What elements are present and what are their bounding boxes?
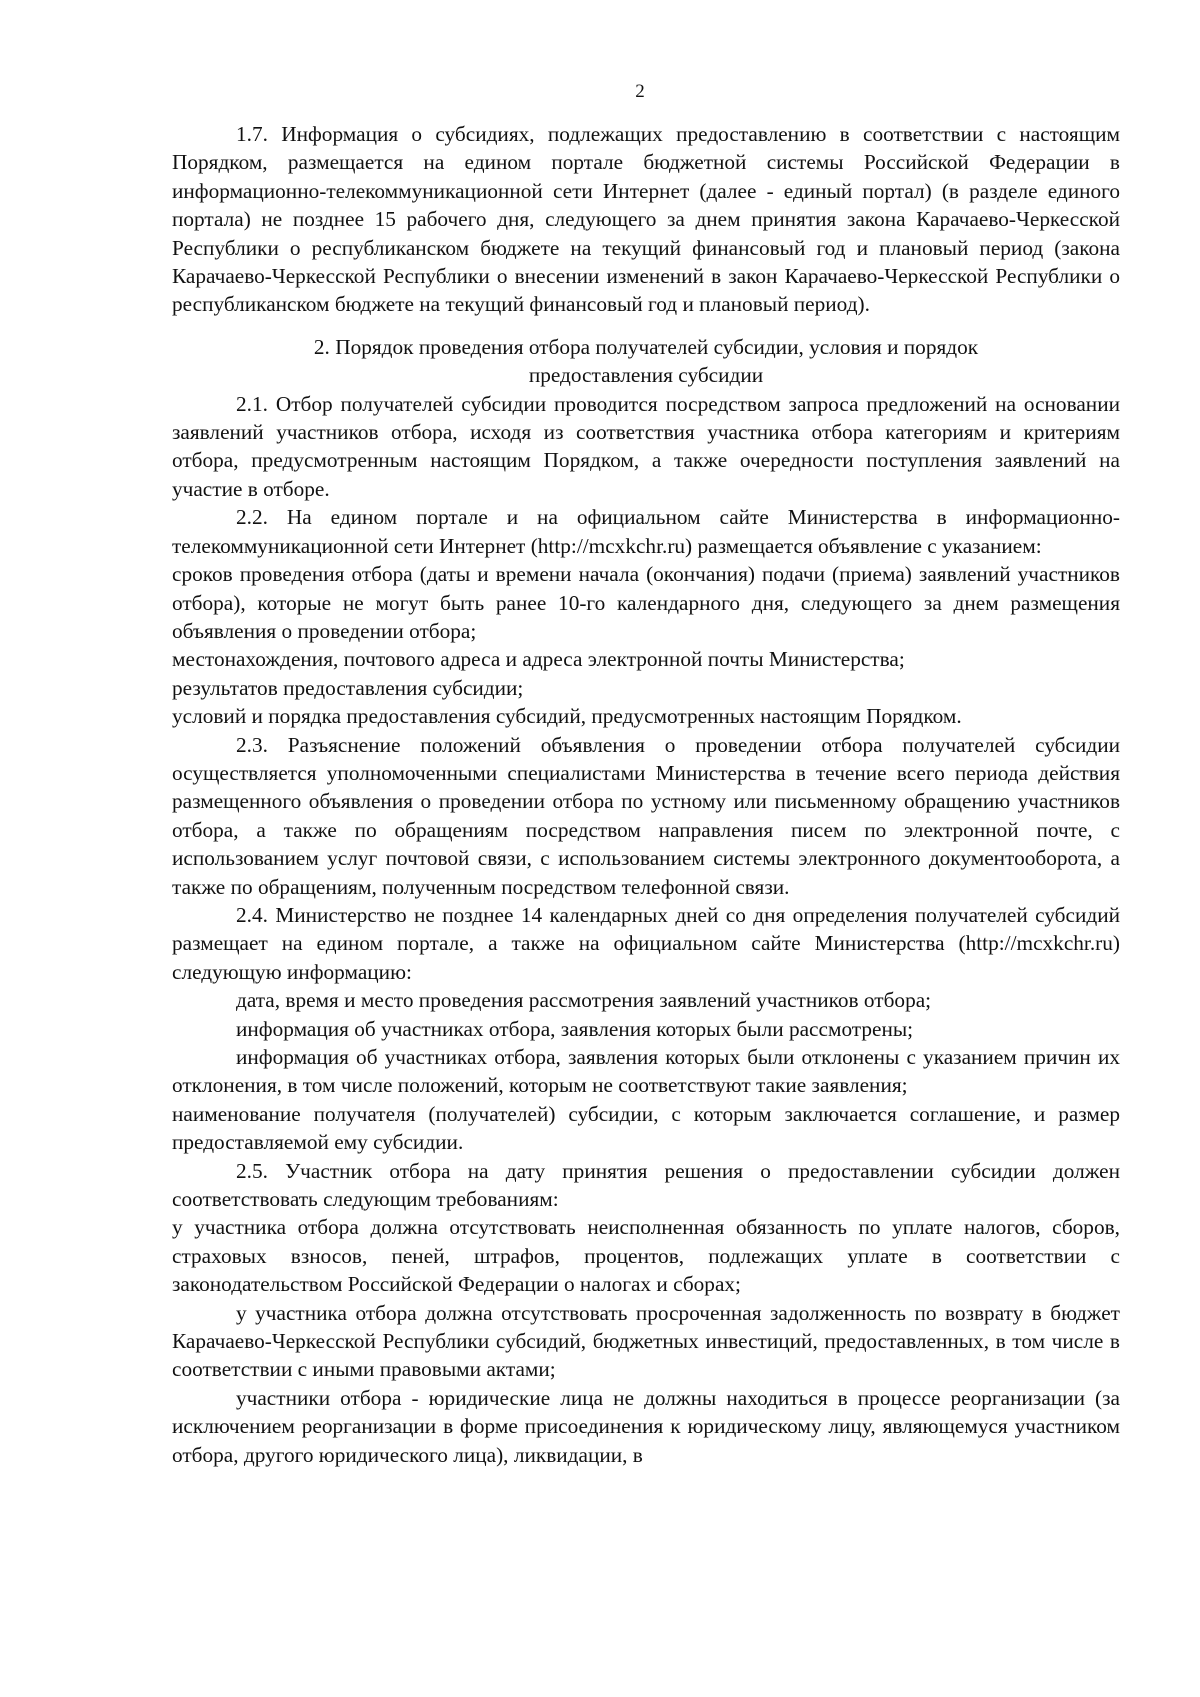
section-1-tail [172, 120, 1120, 319]
paragraph: 2.1. Отбор получателей субсидии проводится посредством запроса предложений на основании заявлений участников отбора, исходя из соответствия участника отбора категориям и критериям отбора, предусмотренным настоящим Порядком, а также очередности поступления заявлений на участие в отборе. [172, 391, 1120, 501]
paragraph: информация об участниках отбора, заявления которых были отклонены с указанием причин их отклонения, в том числе положений, которым не соответствуют такие заявления; [172, 1045, 1120, 1098]
paragraph: 2.5. Участник отбора на дату принятия решения о предоставлении субсидии должен соответствовать следующим требованиям: [172, 1158, 1120, 1212]
paragraph: 2.4. Министерство не позднее 14 календарных дней со дня определения получателей субсидий размещает на едином портале, а также на официальном сайте Министерства (http://mcxkchr.ru) следующую информацию: [172, 902, 1120, 984]
paragraph: у участника отбора должна отсутствовать просроченная задолженность по возврату в бюджет Карачаево-Черкесской Республики субсидий, бюджетных инвестиций, предоставленных, в том числе в соответствии с иными правовыми актами; [172, 1300, 1120, 1382]
section-heading-line-1: 2. Порядок проведения отбора получателей субсидии, условия и порядок [313, 334, 979, 359]
paragraph: результатов предоставления субсидии; [172, 675, 524, 700]
paragraph: местонахождения, почтового адреса и адреса электронной почты Министерства; [172, 647, 905, 672]
paragraph: условий и порядка предоставления субсидий, предусмотренных настоящим Порядком. [172, 704, 962, 729]
paragraph: 2.3. Разъяснение положений объявления о проведении отбора получателей субсидии осуществляется уполномоченными специалистами Министерства в течение всего периода действия размещенного объявления о проведении отбора по устному или письменному обращению участников отбора, а также по обращениям посредством направления писем по электронной почте, с использованием услуг почтовой связи, с использованием системы электронного документооборота, а также по обращениям, полученным посредством телефонной связи. [172, 732, 1120, 899]
paragraph: наименование получателя (получателей) субсидии, с которым заключается соглашение, и размер предоставляемой ему субсидии. [172, 1101, 1120, 1155]
paragraph: участники отбора - юридические лица не должны находиться в процессе реорганизации (за исключением реорганизации в форме присоединения к юридическому лицу, являющемуся участником отбора, другого юридического лица), ликвидации, в [172, 1385, 1120, 1467]
paragraph: у участника отбора должна отсутствовать неисполненная обязанность по уплате налогов, сборов, страховых взносов, пеней, штрафов, процентов, подлежащих уплате в соответствии с законодательством Российской Федерации о налогах и сборах; [172, 1215, 1120, 1297]
section-heading [172, 333, 1120, 390]
section-2-body [172, 390, 1120, 1469]
page-number: 2 [635, 81, 645, 102]
paragraph: информация об участниках отбора, заявления которых были рассмотрены; [236, 1016, 914, 1041]
document-body [172, 120, 1120, 1469]
paragraph: дата, время и место проведения рассмотрения заявлений участников отбора; [236, 988, 932, 1013]
paragraph: сроков проведения отбора (даты и времени начала (окончания) подачи (приема) заявлений участников отбора), которые не могут быть ранее 10-го календарного дня, следующего за днем размещения объявления о проведении отбора; [172, 562, 1120, 643]
section-heading-line-2: предоставления субсидии [528, 363, 764, 388]
paragraph: 2.2. На едином портале и на официальном сайте Министерства в информационно-телекоммуникационной сети Интернет (http://mcxkchr.ru) размещается объявление с указанием: [172, 505, 1120, 558]
paragraph: 1.7. Информация о субсидиях, подлежащих предоставлению в соответствии с настоящим Порядком, размещается на едином портале бюджетной системы Российской Федерации в информационно-телекоммуникационной сети Интернет (далее - единый портал) (в разделе единого портала) не позднее 15 рабочего дня, следующего за днем принятия закона Карачаево-Черкесской Республики о республиканском бюджете на текущий финансовый год и плановый период (закона Карачаево-Черкесской Республики о внесении изменений в закон Карачаево-Черкесской Республики о республиканском бюджете на текущий финансовый год и плановый период). [172, 122, 1120, 317]
